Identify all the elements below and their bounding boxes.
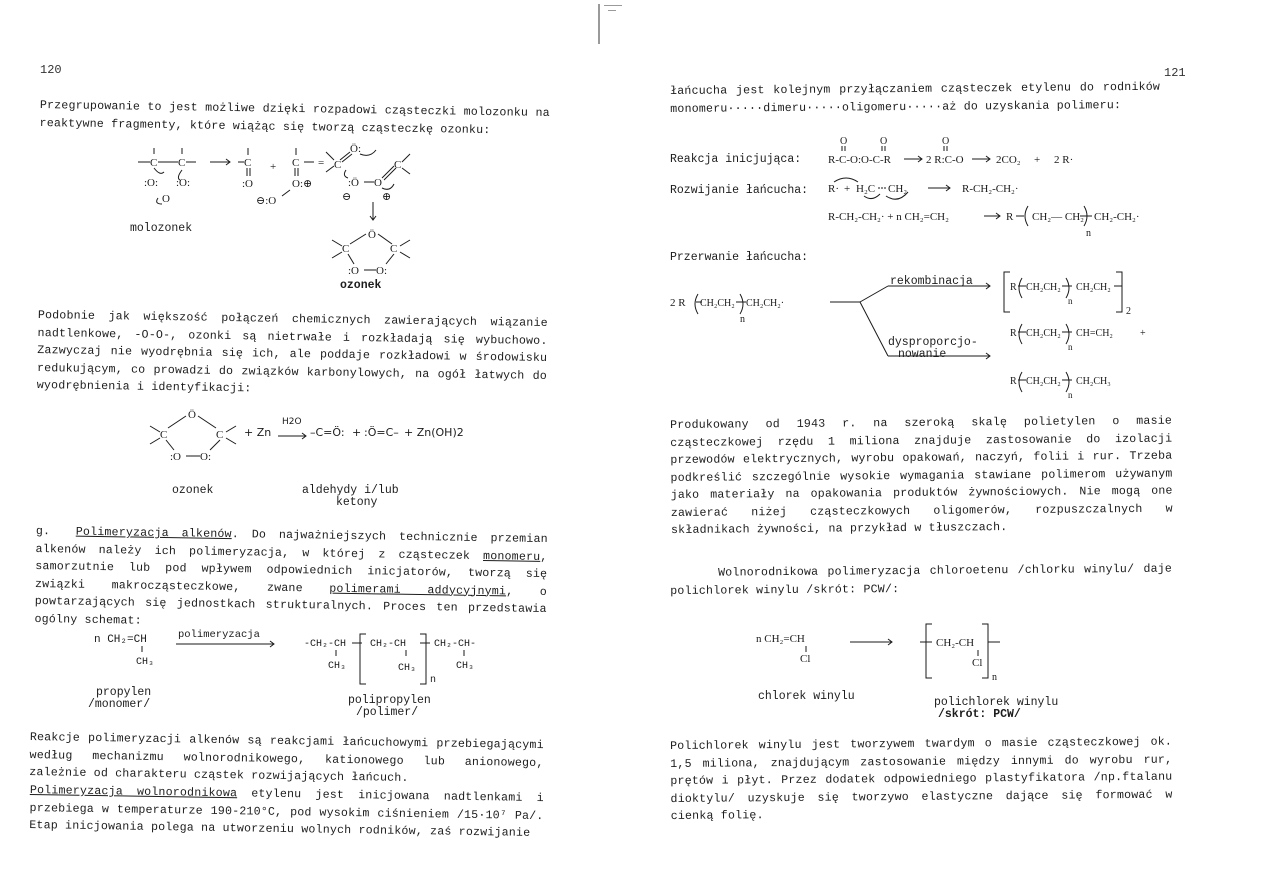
svg-text:CH₂CH₂: CH₂CH₂	[1076, 282, 1111, 293]
svg-text:O: O	[942, 136, 950, 147]
svg-text:R: R	[1010, 282, 1017, 293]
label-polymer: /polimer/	[356, 706, 419, 719]
svg-text:Ö: Ö	[188, 409, 196, 421]
paragraph-pvc-intro: Wolnorodnikowa polimeryzacja chloroetenu /chlorku winylu/ daje polichlorek winylu /skrót: PCW/:	[670, 562, 1173, 598]
section-number: g.	[35, 524, 51, 539]
svg-text:O:⊕: O:⊕	[292, 178, 313, 190]
svg-text:CH₃: CH₃	[328, 661, 347, 672]
section-text-3: , o powtarzających się jednostkach strukturalnych. Proces ten przedstawia ogólny schemat:	[34, 584, 548, 628]
termination-label: Przerwanie łańcucha:	[670, 251, 809, 264]
paragraph-polyethylene: Produkowany od 1943 r. na szeroką skalę polietylen o masie cząsteczkowej rzędu 1 miliona znajduje zastosowanie do izolacji przewodów elektrycznych, wyrobu opakowań, naczyń, folii i rur. Trzeba podkreślić szczególnie wysokie wymagania stawiane polimerom używanym jako materiały na opakowania produktów żywnościowych. Nie mogą one zawierać niżej cząsteczkowych oligomerów, rozpuszczalnych w składnikach żywności, na przykład w tłuszczach.	[670, 414, 1173, 537]
svg-text:2 R:C-O: 2 R:C-O	[926, 154, 964, 166]
page-number: 120	[40, 63, 62, 77]
svg-text:+: +	[1034, 154, 1041, 166]
reaction-arrow	[278, 433, 308, 439]
svg-text:O: O	[840, 136, 848, 147]
svg-text:Cl: Cl	[972, 657, 983, 669]
svg-text::O: :O	[170, 451, 181, 463]
svg-text:R-CH₂-CH₂· + n CH₂=CH₂: R-CH₂-CH₂· + n CH₂=CH₂	[828, 211, 949, 223]
svg-text:⊖: ⊖	[342, 191, 352, 203]
svg-text:CH₂CH₂·: CH₂CH₂·	[746, 298, 785, 309]
paragraph-pvc: Polichlorek winylu jest tworzywem twardym o masie cząsteczkowej ok. 1,5 miliona, znajdującym zastosowanie między innymi do wyrobu rur, prętów i płyt. Przez dodatek odpowiedniego plastyfikatora /np.ftalanu dioktylu/ uzyskuje się tworzywo elastyczne dające się formować w cienką folię.	[670, 735, 1173, 823]
svg-text:2: 2	[1126, 306, 1131, 317]
section-text-1: . Do najważniejszych technicznie przemian alkenów należy ich polimeryzacja, w której z cząsteczek	[35, 528, 548, 563]
intro-paragraph: Przegrupowanie to jest możliwe dzięki rozpadowi cząsteczki molozonku na reaktywne fragmenty, które wiążąc się tworzą cząsteczkę ozonku:	[39, 98, 550, 137]
plus-sign: +	[352, 426, 362, 439]
paragraph-ozonides: Podobnie jak większość połączeń chemicznych zawierających wiązanie nadtlenkowe, -O-O-, ozonki są nietrwałe i rozkładają się wybuchowo. Zazwyczaj nie wyodrębnia się ich, ale poddaje rozkładowi w środowisku redukującym, co prowadzi do związków karbonylowych, na ogół łatwych do wyodrębnienia i identyfikacji:	[36, 308, 548, 396]
pvc-polymerization-scheme	[750, 622, 1050, 692]
svg-text:R: R	[1010, 328, 1017, 339]
svg-text:CH₂-CH: CH₂-CH	[936, 637, 975, 649]
intro-paragraph: łańcucha jest kolejnym przyłączaniem cząsteczek etylenu do rodników monomeru·····dimeru·····oligomeru·····aż do uzyskania polimeru:	[670, 80, 1161, 116]
svg-text:CH₂-CH: CH₂-CH	[370, 639, 407, 650]
label-polypropylene: polipropylen	[348, 694, 431, 707]
label-molozonide: molozonek	[130, 222, 193, 235]
term-addition-polymers: polimerami addycyjnymi	[329, 582, 507, 598]
term-radical-polymerization: Polimeryzacja wolnorodnikowa	[29, 783, 238, 801]
section-text-2: , samorzutnie lub pod wpływem odpowiednich inicjatorów, tworzą się związki makrocząsteczkowe, zwane	[34, 550, 548, 596]
propagation-label: Rozwijanie łańcucha:	[670, 184, 809, 197]
svg-text:+: +	[1140, 328, 1146, 339]
ozonide-reduction-scheme	[150, 410, 470, 470]
svg-text::Ö: :Ö	[348, 177, 359, 189]
branch-disproportionation-2: nowanie	[898, 348, 947, 361]
svg-text:R: R	[1010, 376, 1017, 387]
propagation-equation-1	[828, 176, 1148, 206]
svg-text:-CH₂-CH: -CH₂-CH	[304, 639, 347, 650]
svg-text:⊕: ⊕	[382, 191, 392, 203]
svg-text:O:: O:	[200, 451, 211, 463]
paragraph-chain-reactions: Reakcje polimeryzacji alkenów są reakcjami łańcuchowymi przebiegającymi według mechanizmu wolnorodnikowego, kationowego lub anionowego, zależnie od charakteru cząstek rozwijających łańcuch.	[29, 730, 544, 785]
page-number: 121	[1164, 66, 1186, 80]
page-right	[640, 0, 1263, 893]
svg-text::O:: :O:	[144, 177, 159, 189]
svg-text:2 R: 2 R	[670, 297, 686, 309]
svg-text:C: C	[342, 243, 350, 255]
svg-text:R: R	[1006, 211, 1014, 223]
svg-text:2 R·: 2 R·	[1054, 154, 1074, 166]
label-vinyl-chloride: chlorek winylu	[758, 690, 855, 703]
svg-text:CH₂— CH₂: CH₂— CH₂	[1032, 211, 1084, 223]
branch-recombination: rekombinacja	[890, 275, 973, 288]
svg-text:Cl: Cl	[800, 653, 811, 665]
reagent-zinc: + Zn	[244, 426, 272, 439]
svg-text:O: O	[374, 177, 382, 189]
svg-text:R-C-O:O-C-R: R-C-O:O-C-R	[828, 154, 891, 166]
svg-text:CH₃: CH₃	[398, 663, 417, 674]
svg-text:C: C	[178, 157, 186, 169]
svg-text:C: C	[160, 429, 168, 441]
propylene-polymerization-scheme	[90, 628, 510, 698]
svg-text:C: C	[390, 243, 398, 255]
paragraph-radical-polymerization	[29, 782, 544, 843]
svg-text:n: n	[1068, 390, 1073, 400]
page-left	[0, 0, 620, 893]
svg-text:n: n	[992, 672, 997, 683]
svg-text:2CO₂: 2CO₂	[996, 154, 1021, 166]
svg-text:C: C	[292, 157, 300, 169]
svg-text:+: +	[844, 183, 851, 195]
svg-text:n: n	[1086, 228, 1091, 239]
svg-text:C: C	[334, 159, 342, 171]
svg-text:CH₂CH₂: CH₂CH₂	[1026, 282, 1061, 293]
svg-text:+: +	[270, 161, 277, 173]
svg-text:n: n	[1068, 342, 1073, 352]
svg-text:CH₂-CH₂·: CH₂-CH₂·	[1094, 211, 1140, 223]
svg-text:⊖:O: ⊖:O	[256, 195, 277, 207]
section-title: Polimeryzacja alkenów	[75, 525, 232, 542]
initiation-label: Reakcja inicjująca:	[670, 153, 802, 166]
svg-text:n: n	[1068, 296, 1073, 306]
label-ozonide: ozonek	[340, 279, 382, 292]
label-propylene: propylen	[96, 686, 152, 699]
svg-text:C: C	[244, 157, 252, 169]
term-monomer: monomeru	[482, 549, 541, 564]
arrow-label-polymerization: polimeryzacja	[178, 629, 260, 641]
label-ozonide-2: ozonek	[172, 484, 214, 497]
propagation-equation-2	[828, 206, 1158, 240]
radical-text: etylenu jest inicjowana nadtlenkami i przebiega w temperaturze 190-210°C, pod wysokim ciśnieniem /15·10⁷ Pa/. Etap inicjowania polega na utworzeniu wolnych rodników, zaś rozwijanie	[29, 787, 544, 840]
svg-text:R-CH₂-CH₂·: R-CH₂-CH₂·	[962, 183, 1019, 195]
initiation-equation	[828, 136, 1148, 170]
svg-text:C: C	[150, 157, 158, 169]
byproduct-zinc-hydroxide: + Zn(OH)2	[404, 426, 464, 439]
svg-text:C: C	[216, 429, 224, 441]
product-carbonyl-1: –C=Ö:	[310, 426, 345, 439]
svg-text:CH₂CH₂: CH₂CH₂	[1026, 328, 1061, 339]
label-pvc-abbrev: /skrót: PCW/	[938, 708, 1021, 721]
branch-disproportionation: dysproporcjo-	[888, 336, 978, 349]
svg-text:n CH₂=CH: n CH₂=CH	[756, 633, 805, 645]
svg-text:CH₂-CH-: CH₂-CH-	[434, 639, 477, 650]
svg-text:Ö: Ö	[368, 229, 376, 241]
svg-text:H₂C: H₂C	[856, 183, 876, 195]
ozonide-formation-scheme	[120, 140, 440, 290]
svg-text:O:: O:	[376, 265, 387, 277]
svg-text:O: O	[880, 136, 888, 147]
label-pvc: polichlorek winylu	[934, 696, 1059, 709]
product-carbonyl-2: :Ö=C–	[364, 426, 399, 439]
label-aldehydes: aldehydy i/lub	[302, 484, 399, 497]
arrow-condition-water: H2O	[282, 417, 302, 427]
section-polymerization-paragraph	[34, 523, 548, 636]
svg-text::O:: :O:	[176, 177, 191, 189]
svg-text:O: O	[162, 193, 170, 205]
svg-text:n: n	[740, 314, 745, 325]
label-ketones: ketony	[336, 496, 378, 509]
svg-text:CH₂: CH₂	[888, 183, 908, 195]
svg-text:C: C	[394, 159, 402, 171]
svg-text:n: n	[430, 675, 437, 686]
svg-text:CH₂CH₂: CH₂CH₂	[1026, 376, 1061, 387]
svg-text:CH₂CH₃: CH₂CH₃	[1076, 376, 1111, 387]
svg-text:CH₂CH₂: CH₂CH₂	[700, 298, 735, 309]
svg-text:n CH₂=CH: n CH₂=CH	[94, 634, 147, 646]
svg-text::O: :O	[348, 265, 359, 277]
label-monomer: /monomer/	[88, 698, 151, 711]
svg-text:CH=CH₂: CH=CH₂	[1076, 328, 1113, 339]
svg-text:CH₃: CH₃	[136, 657, 155, 668]
svg-text:CH₃: CH₃	[456, 661, 475, 672]
svg-text:R·: R·	[828, 183, 839, 195]
svg-text::O: :O	[242, 178, 253, 190]
svg-text:Ö:: Ö:	[350, 143, 361, 155]
svg-text:=: =	[318, 157, 325, 169]
